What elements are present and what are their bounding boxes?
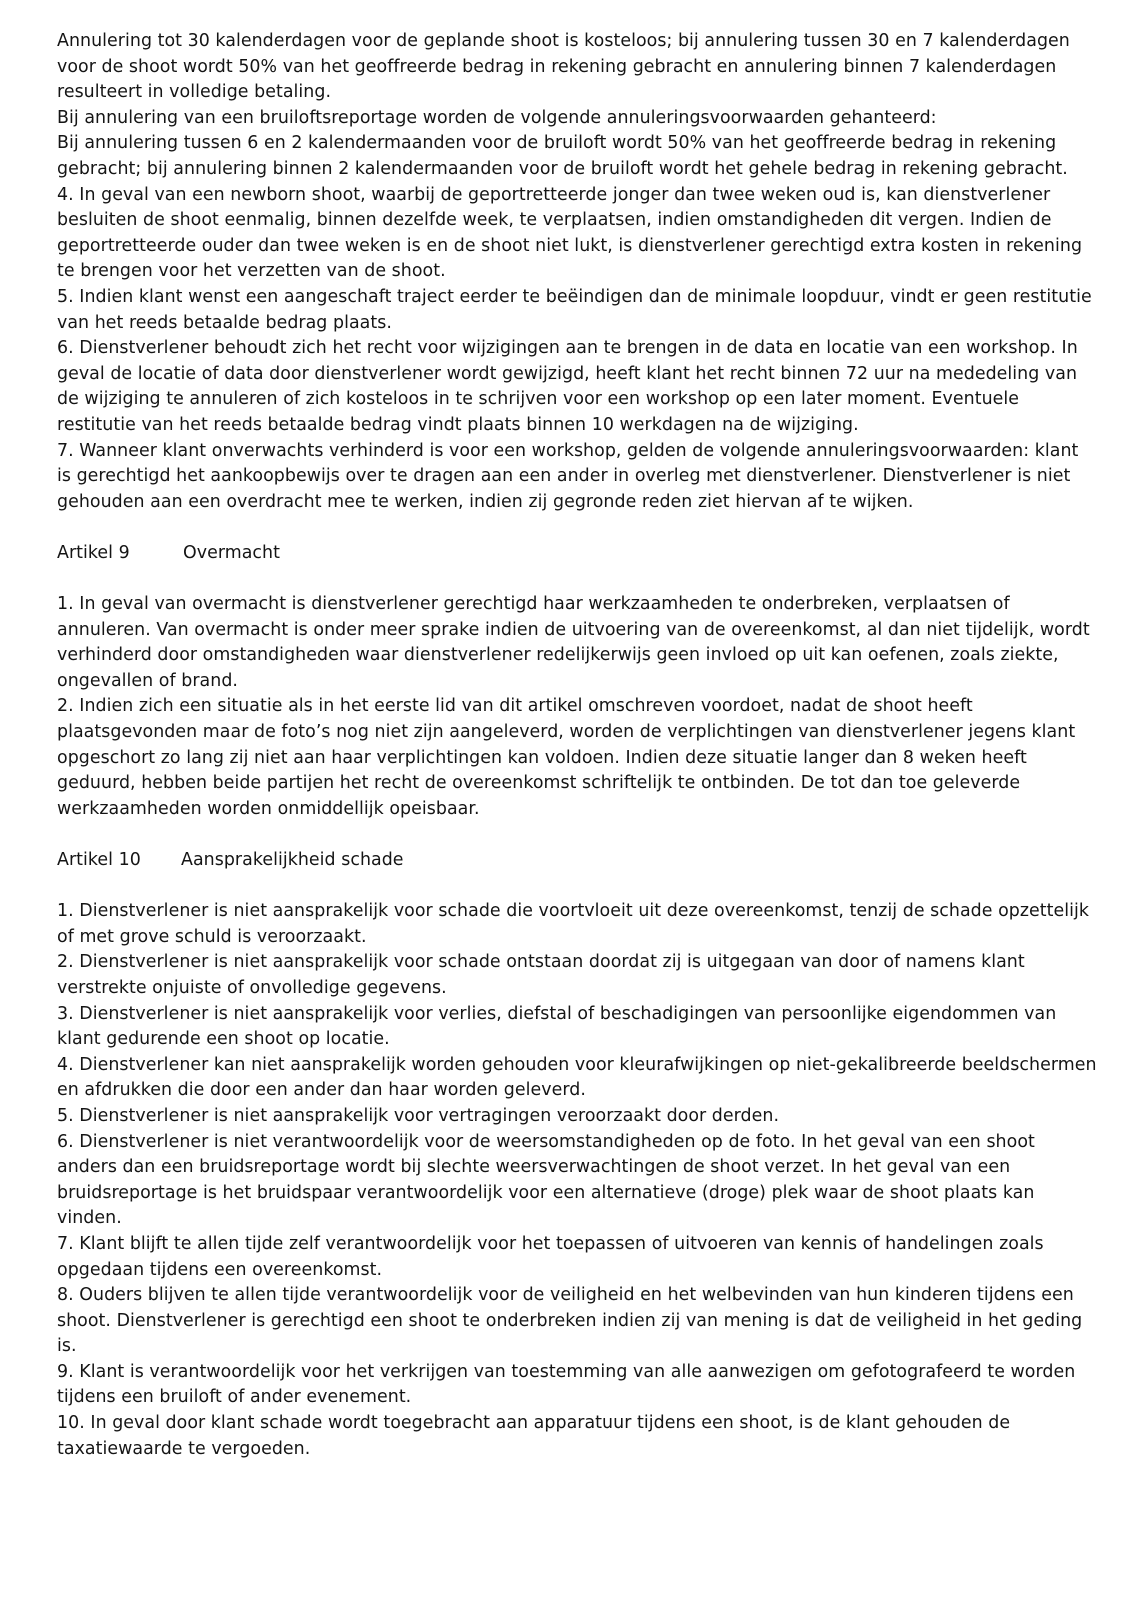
article-10-paragraph-9: 9. Klant is verantwoordelijk voor het verkrijgen van toestemming van alle aanwezigen om gefotografeerd te worden tijdens een bruiloft of ander evenement. — [57, 1361, 1076, 1408]
spacer — [57, 566, 1097, 592]
spacer — [57, 874, 1097, 900]
article-10-paragraph-6: 6. Dienstverlener is niet verantwoordelijk voor de weersomstandigheden op de foto. In het geval van een shoot anders dan een bruidsreportage wordt bij slechte weersverwachtingen de shoot verzet. In het geval van een bruidsreportage is het bruidspaar verantwoordelijk voor een alternatieve (droge) plek waar de shoot plaats kan vinden. — [57, 1131, 1035, 1229]
article-9-paragraph-2: 2. Indien zich een situatie als in het eerste lid van dit artikel omschreven voordoet, nadat de shoot heeft plaatsgevonden maar de foto’s nog niet zijn aangeleverd, worden de verplichtingen van dienstverlener jegens klant opgeschort zo lang zij niet aan haar verplichtingen kan voldoen. Indien deze situatie langer dan 8 weken heeft geduurd, hebben beide partijen het recht de overeenkomst schriftelijk te ontbinden. De tot dan toe geleverde werkzaamheden worden onmiddellijk opeisbaar. — [57, 696, 1076, 819]
article-10-paragraph-10: 10. In geval door klant schade wordt toegebracht aan apparatuur tijdens een shoot, is de klant gehouden de taxatiewaarde te vergoeden. — [57, 1413, 1011, 1459]
article-10-title: Aansprakelijkheid schade — [181, 850, 404, 870]
paragraph-workshop-changes: 6. Dienstverlener behoudt zich het recht voor wijzigingen aan te brengen in de data en locatie van een workshop. In geval de locatie of data door dienstverlener wordt gewijzigd, heeft klant het recht binnen 72 uur na mededeling van de wijziging te annuleren of zich kosteloos in te schrijven voor een workshop op een later moment. Eventuele restitutie van het reeds betaalde bedrag vindt plaats binnen 10 werkdagen na de wijziging. — [57, 338, 1078, 435]
paragraph-newborn-shoot: 4. In geval van een newborn shoot, waarbij de geportretteerde jonger dan twee weken oud is, kan dienstverlener besluiten de shoot eenmalig, binnen dezelfde week, te verplaatsen, indien omstandigheden dit vergen. Indien de geportretteerde ouder dan twee weken is en de shoot niet lukt, is dienstverlener gerechtigd extra kosten in rekening te brengen voor het verzetten van de shoot. — [57, 184, 1083, 282]
article-10-paragraph-8: 8. Ouders blijven te allen tijde verantwoordelijk voor de veiligheid en het welbevinden van hun kinderen tijdens een shoot. Dienstverlener is gerechtigd een shoot te onderbreken indien zij van mening is dat de veiligheid in het geding is. — [57, 1285, 1083, 1357]
paragraph-traject-termination: 5. Indien klant wenst een aangeschaft traject eerder te beëindigen dan de minimale loopduur, vindt er geen restitutie van het reeds betaalde bedrag plaats. — [57, 286, 1092, 333]
article-10-paragraph-2: 2. Dienstverlener is niet aansprakelijk voor schade ontstaan doordat zij is uitgegaan van door of namens klant verstrekte onjuiste of onvolledige gegevens. — [57, 952, 1025, 998]
paragraph-workshop-transfer: 7. Wanneer klant onverwachts verhinderd is voor een workshop, gelden de volgende annuleringsvoorwaarden: klant is gerechtigd het aankoopbewijs over te dragen aan een ander in overleg met dienstverlener. Dienstverlener is niet gehouden aan een overdracht mee te werken, indien zij gegronde reden ziet hiervan af te wijken. — [57, 440, 1079, 512]
article-10-paragraph-7: 7. Klant blijft te allen tijde zelf verantwoordelijk voor het toepassen of uitvoeren van kennis of handelingen zoals opgedaan tijdens een overeenkomst. — [57, 1233, 1044, 1280]
article-9-heading — [57, 541, 1097, 567]
paragraph-cancellation-shoot: Annulering tot 30 kalenderdagen voor de geplande shoot is kosteloos; bij annulering tussen 30 en 7 kalenderdagen voor de shoot wordt 50% van het geoffreerde bedrag in rekening gebracht en annulering binnen 7 kalenderdagen resulteert in volledige betaling. — [57, 31, 1070, 103]
spacer — [57, 822, 1097, 848]
article-9-title: Overmacht — [183, 542, 280, 563]
article-10-paragraph-5: 5. Dienstverlener is niet aansprakelijk voor vertragingen veroorzaakt door derden. — [57, 1105, 780, 1126]
paragraph-wedding-cancellation-intro: Bij annulering van een bruiloftsreportage worden de volgende annuleringsvoorwaarden gehanteerd: — [57, 107, 937, 128]
article-10-paragraph-4: 4. Dienstverlener kan niet aansprakelijk worden gehouden voor kleurafwijkingen op niet-gekalibreerde beeldschermen en afdrukken die door een ander dan haar worden geleverd. — [57, 1054, 1097, 1101]
spacer — [57, 515, 1097, 541]
article-9-paragraph-1: 1. In geval van overmacht is dienstverlener gerechtigd haar werkzaamheden te onderbreken, verplaatsen of annuleren. Van overmacht is onder meer sprake indien de uitvoering van de overeenkomst, al dan niet tijdelijk, wordt verhinderd door omstandigheden waar dienstverlener redelijkerwijs geen invloed op uit kan oefenen, zoals ziekte, ongevallen of brand. — [57, 594, 1090, 691]
article-10-heading — [57, 848, 1097, 874]
article-10-paragraph-1: 1. Dienstverlener is niet aansprakelijk voor schade die voortvloeit uit deze overeenkomst, tenzij de schade opzettelijk of met grove schuld is veroorzaakt. — [57, 901, 1090, 947]
article-10-number: Artikel 10 — [57, 850, 141, 870]
document-page — [57, 29, 1097, 1462]
article-10-paragraph-3: 3. Dienstverlener is niet aansprakelijk voor verlies, diefstal of beschadigingen van persoonlijke eigendommen van klant gedurende een shoot op locatie. — [57, 1003, 1057, 1050]
article-9-number: Artikel 9 — [57, 542, 130, 563]
paragraph-wedding-cancellation-terms: Bij annulering tussen 6 en 2 kalendermaanden voor de bruiloft wordt 50% van het geoffreerde bedrag in rekening gebracht; bij annulering binnen 2 kalendermaanden voor de bruiloft wordt het gehele bedrag in rekening gebracht. — [57, 133, 1068, 179]
